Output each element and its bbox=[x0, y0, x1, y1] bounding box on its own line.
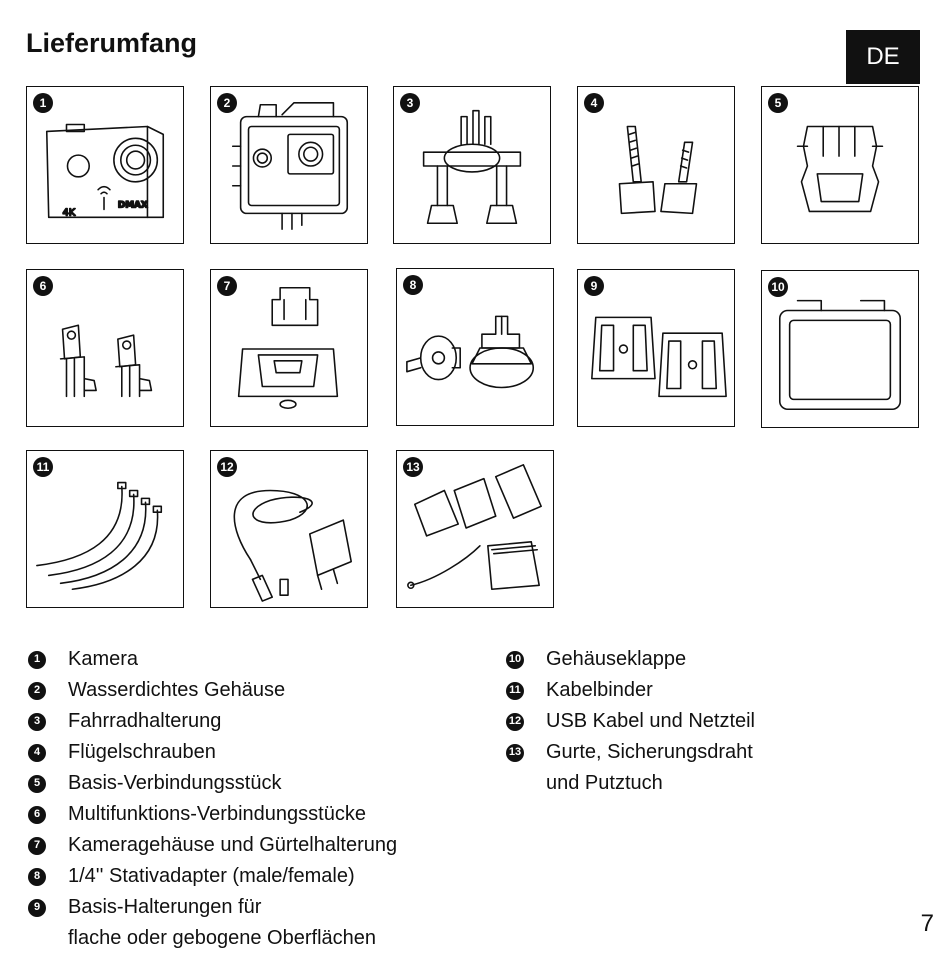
item-box-base-mounts bbox=[577, 269, 735, 427]
item-box-multi-connectors bbox=[26, 269, 184, 427]
item-number: 7 bbox=[217, 276, 237, 296]
item-number: 6 bbox=[33, 276, 53, 296]
item-number: 11 bbox=[33, 457, 53, 477]
legend-left bbox=[28, 644, 397, 954]
item-number: 4 bbox=[584, 93, 604, 113]
item-number: 13 bbox=[403, 457, 423, 477]
item-box-usb-cable-charger bbox=[210, 450, 368, 608]
item-number: 9 bbox=[584, 276, 604, 296]
housing-door-illustration bbox=[762, 271, 918, 427]
legend-item: 1 Kamera bbox=[28, 644, 397, 675]
legend-item-continuation: flache oder gebogene Oberflächen bbox=[68, 927, 377, 949]
item-number: 5 bbox=[768, 93, 788, 113]
usb-cable-charger-illustration bbox=[211, 451, 367, 607]
bike-mount-illustration bbox=[394, 87, 550, 243]
camera-brand-text: DMAX bbox=[117, 200, 148, 211]
item-box-wing-screws bbox=[577, 86, 735, 244]
base-mounts-illustration bbox=[578, 270, 734, 426]
legend-item: 3 Fahrradhalterung bbox=[28, 706, 397, 737]
item-number: 2 bbox=[217, 93, 237, 113]
item-box-cable-ties bbox=[26, 450, 184, 608]
page-title: Lieferumfang bbox=[26, 28, 198, 58]
item-box-camera bbox=[26, 86, 184, 244]
legend-item: 7 Kameragehäuse und Gürtelhalterung bbox=[28, 830, 397, 861]
straps-wire-cloth-illustration bbox=[397, 451, 553, 607]
page-number: 7 bbox=[920, 910, 934, 937]
legend-item: 5 Basis-Verbindungsstück bbox=[28, 768, 397, 799]
legend-item: 9 Basis-Halterungen für bbox=[28, 892, 397, 923]
legend-item: 13 Gurte, Sicherungsdraht bbox=[506, 737, 755, 768]
item-number: 10 bbox=[768, 277, 788, 297]
item-box-housing-belt-clip bbox=[210, 269, 368, 427]
item-number: 1 bbox=[33, 93, 53, 113]
legend-item: 6 Multifunktions-Verbindungsstücke bbox=[28, 799, 397, 830]
base-connector-illustration bbox=[762, 87, 918, 243]
cable-ties-illustration bbox=[27, 451, 183, 607]
multi-connectors-illustration bbox=[27, 270, 183, 426]
camera-4k-text: 4K bbox=[62, 207, 76, 219]
legend-item: 2 Wasserdichtes Gehäuse bbox=[28, 675, 397, 706]
item-box-housing-door bbox=[761, 270, 919, 428]
legend-item: 11 Kabelbinder bbox=[506, 675, 755, 706]
housing-belt-clip-illustration bbox=[211, 270, 367, 426]
item-number: 3 bbox=[400, 93, 420, 113]
item-number: 12 bbox=[217, 457, 237, 477]
item-box-tripod-adapter bbox=[396, 268, 554, 426]
camera-illustration bbox=[27, 87, 183, 243]
item-box-straps-wire-cloth bbox=[396, 450, 554, 608]
item-box-bike-mount bbox=[393, 86, 551, 244]
item-number: 8 bbox=[403, 275, 423, 295]
tripod-adapter-illustration bbox=[397, 269, 553, 425]
legend-item: 4 Flügelschrauben bbox=[28, 737, 397, 768]
item-box-base-connector bbox=[761, 86, 919, 244]
legend-right bbox=[506, 644, 755, 799]
item-box-waterproof-housing bbox=[210, 86, 368, 244]
legend-item: 8 1/4'' Stativadapter (male/female) bbox=[28, 861, 397, 892]
legend-item: 10 Gehäuseklappe bbox=[506, 644, 755, 675]
legend-item-continuation: und Putztuch bbox=[546, 772, 663, 794]
legend-item: 12 USB Kabel und Netzteil bbox=[506, 706, 755, 737]
language-badge: DE bbox=[846, 30, 920, 84]
housing-illustration bbox=[211, 87, 367, 243]
wing-screws-illustration bbox=[578, 87, 734, 243]
